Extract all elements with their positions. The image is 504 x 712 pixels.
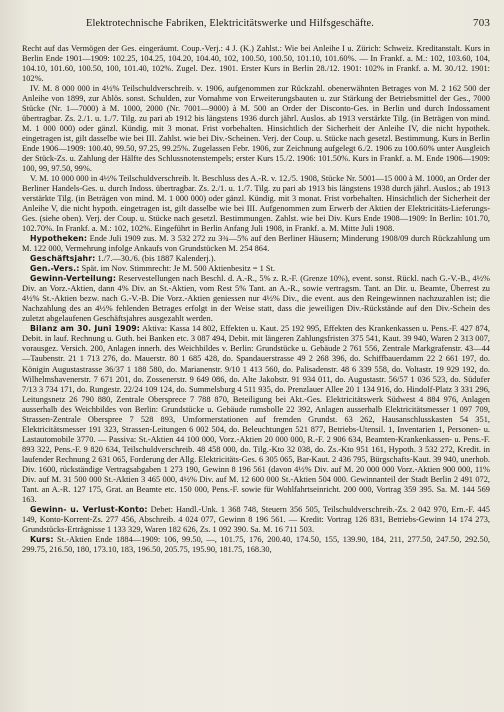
section-label: Gen.-Vers.: bbox=[30, 264, 80, 274]
paragraph-text: Recht auf das Vermögen der Ges. eingeräumt. Coup.-Verj.: 4 J. (K.) Zahlst.: Wie bei Anleihe I u. Zürich: Schweiz. Kreditanstalt. Kurs in Berlin Ende 1901—1909: 102.25, 104.25, 104.20, 104.40, 102, 100.50, 100.50, 101.10, 101.60%. — In Frankf. a. M.: 102, 103.60, 104, 104.10, 101.60, 100.50, 100, 101.40, 102%. Zugel. Dez. 1901. Erster Kurs in Berlin 28./12. 1901: 102% in Frankf. a. M. 30./12. 1901: 102%. bbox=[22, 44, 490, 84]
paragraph-text: Reservestellungen nach Beschl. d. A.-R., 5% z. R.-F. (Grenze 10%), event. sonst. Rückl. nach G.-V.-B., 4½% Div. an Vorz.-Aktien, dann 4% Div. an St.-Aktien, vom Rest 5% Tant. an A.-R., sowie vertragsm. Tant. an Dir. u. Beamte, Überrest zu 4½% St.-Aktien bezw. nach G.-V.-B. Die Vorz.-Aktien geniessen nur 4½% Div., die event. aus den Reingewinnen nachzuzahlen ist; die Nachzahlung des an 4½% fehlenden Betrages erfolgt in der Weise statt, dass die jeweiligen Div.-Rückstände auf den Div.-Schein des zuletzt abgelaufenen Geschäftsjahres ausgezahlt werden. bbox=[22, 274, 490, 324]
section-label: Geschäftsjahr: bbox=[30, 254, 96, 264]
paragraph-text: IV. M. 8 000 000 in 4½% Teilschuldverschreib. v. 1906, aufgenommen zur Rückzahl. obenerwähnten Betrages von M. 2 162 500 der Anleihe von 1899, zur Ablös. sonst. Schulden, zur Vornahme von Erweiterungsbauten u. zur Stärkung der Betriebsmittel der Ges., 7000 Stücke (Nr. 1—7000) à M. 1000, 2000 (Nr. 7001—9000) à M. 500 an Order der Disconto-Ges. in Berlin und durch Indossament übertragbar. Zs. 2./1. u. 1./7. Tilg. zu pari ab 1912 bis längstens 1936 durch jährl. Auslos. ab 1913 verstärkte Tilg. (in Beträgen von mind. M. 1 000 000) oder gänzl. Kündig. mit 3 monat. Frist vorbehalten. Hinsichtlich der Sicherheit der Anleihe IV, die nicht hypothek. eingetragen ist, gilt dasselbe wie bei III. Zahlst. wie bei Div.-Scheinen. Verj. der Coup. u. Stücke nach gesetzl. Bestimmung. Kurs in Berlin Ende 1906—1909: 100.40, 99.50, 97.25, 99.25%. Zugelassen Febr. 1906, zur Zeichnung aufgelegt 6./2. 1906 zu 100.60% unter Ausgleich der Stück-Zs. u. Zahlung der Hälfte des Schlussnotenstempels; erster Kurs 15./2. 1906: 101.50%. Kurs in Frankf. a. M. Ende 1906—1909: 100, 99, 97.50, 99%. bbox=[22, 84, 490, 174]
header-title: Elektrotechnische Fabriken, Elektricitätswerke und Hilfsgeschäfte. bbox=[86, 18, 375, 29]
paragraph-anleihe-iv bbox=[22, 84, 490, 174]
section-label: Gewinn- u. Verlust-Konto: bbox=[30, 504, 148, 514]
body-text bbox=[22, 44, 490, 555]
paragraph-text: Debet: Handl.-Unk. 1 368 748, Steuern 356 505, Teilschuldverschreib.-Zs. 2 042 970, Ern.-F. 445 149, Konto-Korrent-Zs. 277 456, Abschreib. 4 024 077, Gewinn 8 196 561. — Kredit: Vortrag 126 831, Betriebs-Gewinn 14 174 273, Grundstücks-Erträgnisse 1 133 329, Waren 182 626, Zs. 1 092 390. Sa. M. 16 711 503. bbox=[22, 504, 490, 534]
paragraph-text: 1./7.—30./6. (bis 1887 Kalenderj.). bbox=[95, 254, 216, 264]
section-label: Gewinn-Verteilung: bbox=[30, 274, 117, 284]
paragraph-gen-vers bbox=[22, 264, 490, 274]
paragraph-anleihe-iii-cont bbox=[22, 44, 490, 84]
paragraph-gewinn-verlust bbox=[22, 505, 490, 535]
paragraph-hypotheken bbox=[22, 234, 490, 254]
paragraph-anleihe-v bbox=[22, 174, 490, 234]
paragraph-gewinn-verteilung bbox=[22, 274, 490, 324]
paragraph-kurs bbox=[22, 535, 490, 555]
paragraph-text: V. M. 10 000 000 in 4½% Teilschuldverschreib. lt. Beschluss des A.-R. v. 12./5. 1908, Stücke Nr. 5001—15 000 à M. 1000, an Order der Berliner Handels-Ges. u. durch Indoss. übertragbar. Zs. 2./1. u. 1./7. Tilg. zu pari ab 1913 bis längstens 1938 durch jährl. Auslos.; ab 1913 verstärkte Tilg. (in Beträgen von mind. M. 1 000 000) oder gänzl. Kündig. mit 3 monat. Frist vorbehalten. Hinsichtlich der Sicherheit der Anleihe V, die nicht hypoth. eingetragen ist, gilt dasselbe wie bei III. Aufgenommen zum Erwerb der Aktien der Elektricitäts-Lieferungs-Ges. (siehe oben). Verj. der Coup. u. Stücke nach gesetzl. Bestimmungen. Zahlst. wie bei Div. Kurs Ende 1908—1909: In Berlin: 101.70, 102.70%. In Frankf. a. M.: 102, 102%. Eingeführt in Berlin Anfang Juli 1908, in Frankf. a. M. Mitte Juli 1908. bbox=[22, 174, 490, 234]
section-label: Bilanz am 30. Juni 1909: bbox=[30, 324, 140, 334]
page-number: 703 bbox=[473, 17, 490, 29]
section-label: Hypotheken: bbox=[30, 234, 88, 244]
paragraph-bilanz bbox=[22, 324, 490, 504]
section-label: Kurs: bbox=[30, 534, 54, 544]
paragraph-text: Spät. im Nov. Stimmrecht: Je M. 500 Aktienbesitz = 1 St. bbox=[79, 264, 276, 274]
running-header bbox=[40, 18, 492, 32]
paragraph-text: Ende Juli 1909 zus. M. 3 532 272 zu 3¾—5% auf den Berliner Häusern; Minderung 1908/09 durch Rückzahlung um M. 122 000, Vermehrung infolge Ankaufs von Grundstücken M. 254 864. bbox=[22, 234, 490, 254]
paragraph-text: Aktiva: Kassa 14 802, Effekten u. Kaut. 25 192 995, Effekten des Krankenkassen u. Pens.-F. 427 874, Debit. in lauf. Rechnung u. Guth. bei Banken etc. 3 087 494, Debit. mit längeren Zahlungsfristen 375 541, Kaut. 39 940, Waren 2 313 007, vorausgez. Versich. 200, Anlagen innerh. des Weichbildes v. Berlin: Grundstücke u. Gebäude 2 761 556, Zentrale Markgrafenstr. 43—44—Taubenstr. 21 1 713 276, do. Mauerstr. 80 1 685 428, do. Spandauerstrasse 49 2 268 396, do. Schiffbauerdamm 22 2 661 197, do. Königin Augustastrasse 36/37 1 188 580, do. Marianenstr. 9/10 1 413 560, do. Palisadenstr. 48 6 339 558, do. Voltastr. 19 929 192, do. Wilhelmshavenerstr. 7 671 201, do. Zossenerstr. 9 649 086, do. Alte Jakobstr. 91 934 011, do. Augustastr. 56/57 1 036 523, do. Südufer 7/13 3 734 171, do. Rungestr. 22/24 109 124, do. Summelsburg 4 511 935, do. Prenzlauer Allee 20 1 134 916, do. Hindolf-Platz 3 331 296, Leitungsnetz 26 790 880, Zentrale Obersprece 7 788 870, Beteiligung bei Akt.-Ges. Elektricitätswerk Südwest 4 884 976, Anlagen ausserhalb des Weichbildes von Berlin: Grundstücke u. Gebäude rumsbolle 22 392, Anlagen ausserhalb Elektricitätsmesser 1 097 709, Strassen-Zentrale Oberspree 7 528 893, Umformerstationen auf fremden Grundst. 63 262, Hausanschlusskasten 54 351, Elektricitätsmesser 191 323, Strassen-Leitungen 6 002 504, do. Beleuchtungen 521 877, Betriebs-Utensil. 1, Inventarien 1, Personen- u. Lastautomobile 3770. — Passiva: St.-Aktien 44 100 000, Vorz.-Aktien 20 000 000, R.-F. 2 906 634, Beamten-Krankenkassen- u. Pens.-F. 893 322, Pens.-F. 9 820 634, Teilschuldverschreib. 48 458 000, do. Tilg.-Kto 32 038, do. Zs.-Kto 951 161, Hypoth. 3 532 272, Kredit. in laufender Rechnung 2 631 065, Forderung der Allg. Elektricitäts-Ges. 6 305 065, Bar-Kaut. 2 436 795, Bürgschafts-Kaut. 39 940, unerhob. Div. 1600, rückständige Vertragsabgaben 1 273 190, Gewinn 8 196 561 (davon 4½% Div. auf M. 20 000 000 Vorz.-Aktien 900 000, 11% Div. auf M. 31 500 000 St.-Aktien 3 465 000, 4½% Div. auf M. 12 600 000 St.-Aktien 504 000. Gewinnanteil der Stadt Berlin 2 491 072, Tant. an A.-R. 127 175, Grat. an Beamte etc. 150 000, Pens.-F. sowie für Wohlfahrtseinricht. 200 000, Vortrag 359 395. Sa. M. 144 569 163. bbox=[22, 324, 491, 504]
paragraph-geschaeftsjahr bbox=[22, 254, 490, 264]
paragraph-text: St.-Aktien Ende 1884—1909: 106, 99.50, —, 101.75, 176, 200.40, 174.50, 155, 139.90, 184, 211, 277.50, 247.50, 292.50, 299.75, 216.50, 180, 173.10, 183, 196.50, 205.75, 195.90, 181.75, 168.30, bbox=[22, 534, 490, 554]
